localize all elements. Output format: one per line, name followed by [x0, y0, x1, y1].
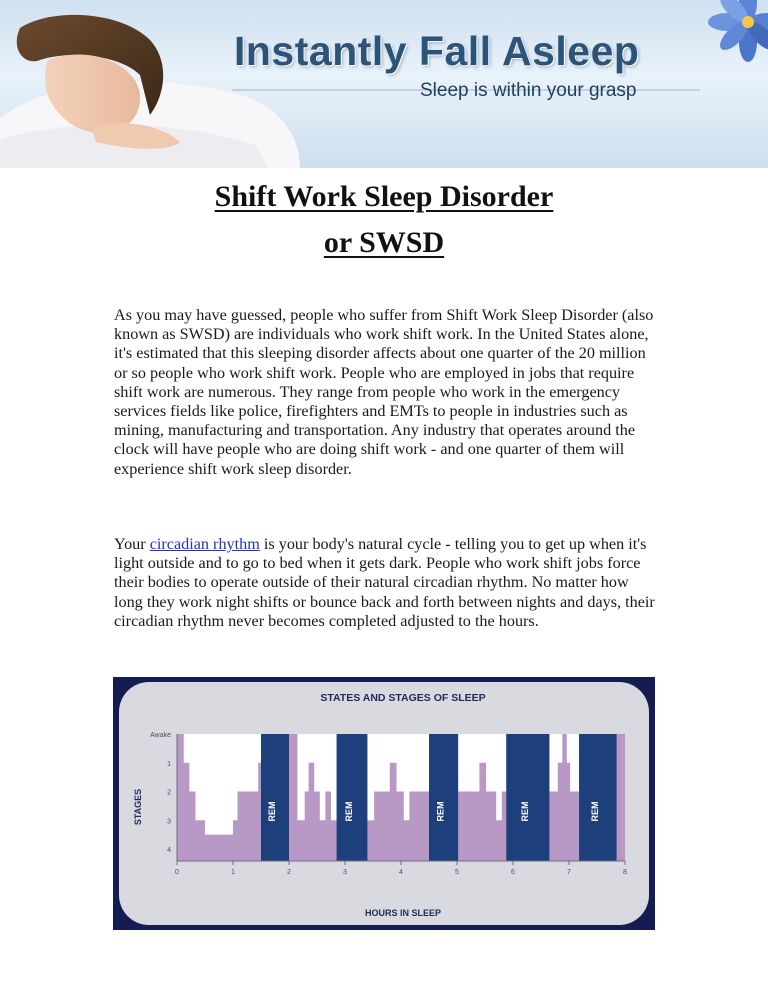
x-tick-label-7: 7 [567, 869, 571, 876]
paragraph-shift-work: As you may have guessed, people who suffer from Shift Work Sleep Disorder (also known as SWSD) are individuals who work shift work. In the United States alone, it's estimated that this sleeping disorder affects about one quarter of the 20 million or so people who work shift work. People who are employed in jobs that require shift work are numerous. They range from people who work in the emergency services fields like police, firefighters and EMTs to people in industries such as mining, manufacturing and transportation. Any industry that operates around the clock will have people who are doing shift work - and one quarter of them will experience shift work sleep disorder. [114, 306, 654, 478]
y-tick-label-3: 3 [167, 818, 171, 826]
rem-band-5 [579, 734, 617, 861]
x-axis-label: HOURS IN SLEEP [364, 908, 442, 918]
x-tick-label-3: 3 [343, 869, 347, 876]
rem-label-4: REM [519, 801, 530, 822]
x-tick-label-0: 0 [175, 869, 179, 876]
chart-title: STATES AND STAGES OF SLEEP [320, 692, 486, 704]
rem-label-5: REM [589, 801, 600, 822]
x-tick-label-1: 1 [231, 869, 235, 876]
x-tick-label-5: 5 [455, 869, 459, 876]
article-heading [0, 180, 768, 214]
brand-tagline: Sleep is within your grasp [420, 80, 637, 101]
paragraph-circadian [114, 535, 659, 631]
rem-band-2 [337, 734, 368, 861]
y-tick-label-2: 2 [167, 789, 171, 797]
brand-title: Instantly Fall Asleep [234, 28, 640, 74]
x-tick-label-4: 4 [399, 869, 403, 876]
rem-label-1: REM [267, 801, 277, 822]
paragraph-body: is your body's natural cycle - telling you to get up when it's light outside and to go to bed when it gets dark. People who work shift jobs force their bodies to operate outside of their natural circadian rhythm. No matter how long they work night shifts or bounce back and forth between nights and days, their circadian rhythm never becomes completed adjusted to the hours. [114, 535, 655, 630]
paragraph-lead: Your [114, 535, 150, 553]
plot-area [150, 732, 627, 876]
rem-band-3 [429, 734, 458, 861]
heading-line-1: Shift Work Sleep Disorder [214, 180, 554, 213]
heading-line-2: or SWSD [323, 226, 445, 259]
circadian-rhythm-link[interactable]: circadian rhythm [149, 535, 260, 553]
y-axis-label: STAGES [133, 788, 143, 826]
y-tick-label-4: 4 [167, 847, 171, 854]
x-tick-label-8: 8 [623, 869, 627, 876]
sleep-stages-chart [113, 677, 655, 930]
rem-band-4 [506, 734, 549, 861]
rem-band-1 [261, 734, 289, 861]
rem-label-2: REM [344, 801, 354, 822]
x-tick-label-2: 2 [287, 869, 291, 876]
y-tick-label-0: Awake [150, 732, 171, 739]
x-tick-label-6: 6 [511, 869, 515, 876]
sleep-chart-svg [113, 677, 655, 930]
y-tick-label-1: 1 [167, 760, 171, 768]
article-heading-continued [0, 226, 768, 260]
banner-artwork [0, 0, 768, 168]
flower-icon [708, 0, 768, 62]
rem-label-3: REM [435, 801, 446, 822]
header-banner [0, 0, 768, 168]
